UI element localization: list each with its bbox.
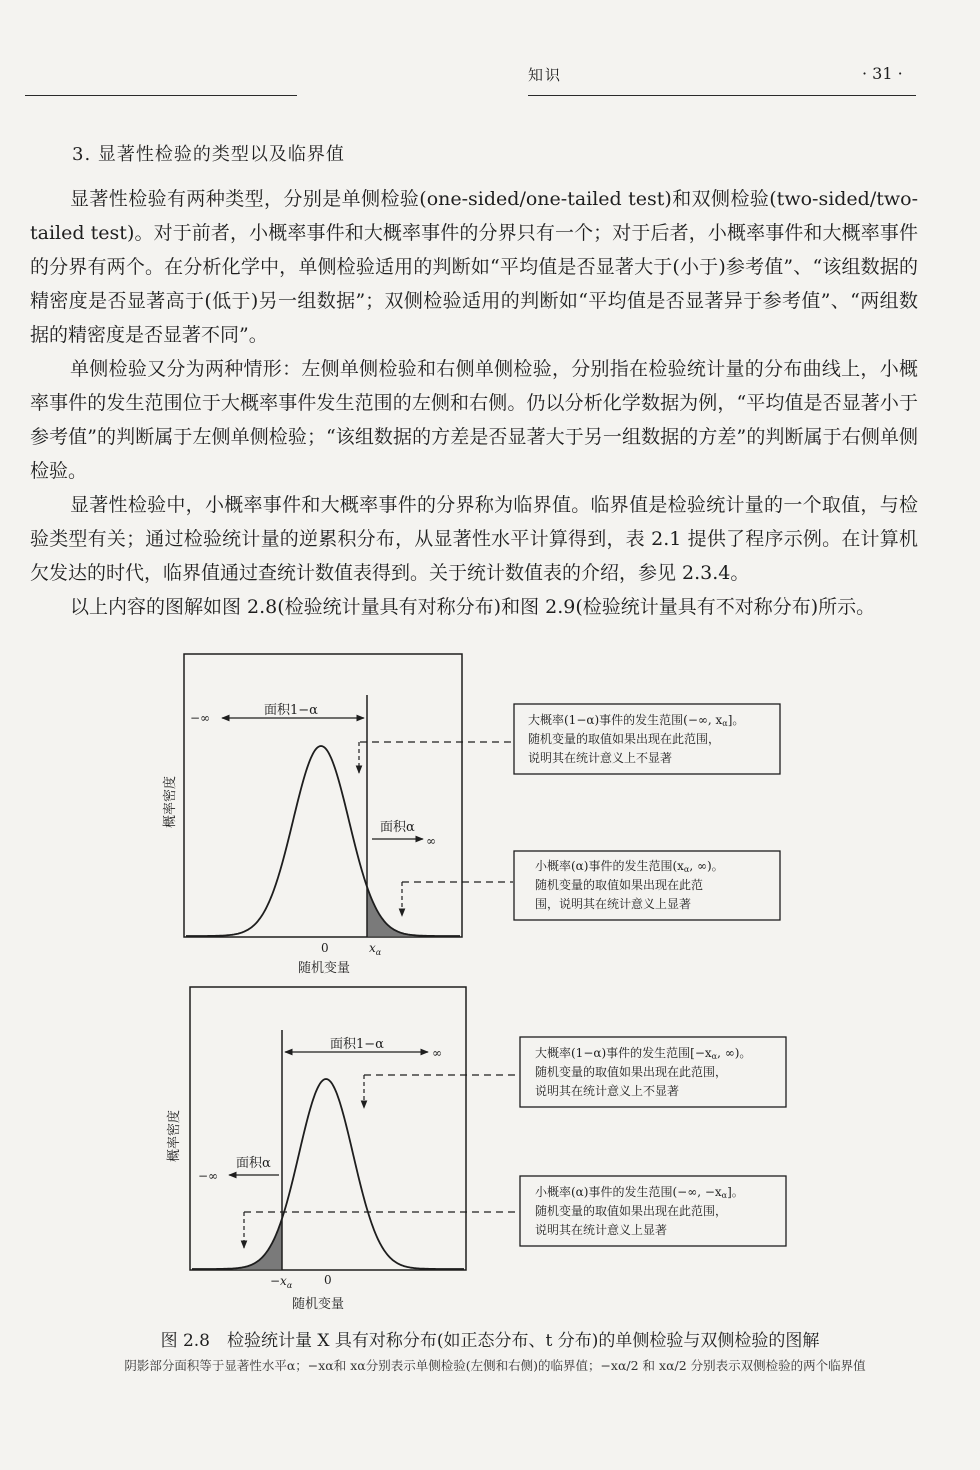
- paragraph: 显著性检验中，小概率事件和大概率事件的分界称为临界值。临界值是检验统计量的一个取值，与检验类型有关；通过检验统计量的逆累积分布，从显著性水平计算得到，表 2.1 提供了程序示例。在计算机欠发达的时代，临界值通过查统计数值表得到。关于统计数值表的介绍，参见 2.3.4。: [30, 494, 918, 584]
- paragraph: 单侧检验又分为两种情形：左侧单侧检验和右侧单侧检验，分别指在检验统计量的分布曲线上，小概率事件的发生范围位于大概率事件发生范围的左侧和右侧。仍以分析化学数据为例，“平均值是否显著小于参考值”的判断属于左侧单侧检验；“该组数据的方差是否显著大于另一组数据的方差”的判断属于右侧单侧检验。: [30, 358, 918, 482]
- bottom-large-region-text-1: 大概率(1−α)事件的发生范围[−xα, ∞)。: [535, 1046, 752, 1061]
- bottom-small-region-text-2: 随机变量的取值如果出现在此范围，: [535, 1204, 728, 1218]
- top-tick-zero: 0: [321, 941, 329, 955]
- paragraph: 显著性检验有两种类型，分别是单侧检验(one-sided/one-tailed test)和双侧检验(two-sided/two-tailed test)。对于前者，小概率事件和大概率事件的分界只有一个；对于后者，小概率事件和大概率事件的分界有两个。在分析化学中，单侧检验适用的判断如“平均值是否显著大于(小于)参考值”、“该组数据的精密度是否显著高于(低于)另一组数据”；双侧检验适用的判断如“平均值是否显著异于参考值”、“两组数据的精密度是否显著不同”。: [30, 188, 918, 346]
- top-large-region-text-1: 大概率(1−α)事件的发生范围(−∞, xα]。: [528, 713, 745, 728]
- top-small-region-text-1: 小概率(α)事件的发生范围(xα, ∞)。: [535, 859, 724, 874]
- bottom-tick-zero: 0: [324, 1273, 332, 1287]
- top-area-small-label: 面积α: [380, 820, 415, 835]
- section-title: 3. 显著性检验的类型以及临界值: [72, 144, 345, 165]
- bottom-x-axis-label: 随机变量: [292, 1297, 345, 1312]
- bottom-panel: [166, 987, 786, 1312]
- bottom-pos-inf-label: ∞: [432, 1046, 442, 1060]
- figure-caption: 图 2.8 检验统计量 X 具有对称分布(如正态分布、t 分布)的单侧检验与双侧检验的图解: [160, 1331, 820, 1351]
- top-critical-region-shade: [367, 887, 460, 936]
- bottom-plot-frame: [190, 987, 466, 1270]
- bottom-neg-inf-label: −∞: [198, 1169, 219, 1183]
- top-small-region-text-2: 随机变量的取值如果出现在此范: [535, 878, 704, 892]
- top-small-region-text-3: 围，说明其在统计意义上显著: [535, 897, 692, 911]
- bottom-small-region-text-1: 小概率(α)事件的发生范围(−∞, −xα]。: [535, 1185, 744, 1200]
- bottom-tick-critical: $-x_\alpha$: [270, 1274, 293, 1290]
- bottom-y-axis-label: 概率密度: [167, 1109, 182, 1162]
- running-header: 知识: [528, 66, 563, 84]
- top-tick-critical: $x_\alpha$: [369, 941, 382, 957]
- top-neg-inf-label: −∞: [190, 711, 211, 725]
- bottom-area-large-label: 面积1−α: [330, 1037, 384, 1052]
- bottom-large-region-text-2: 随机变量的取值如果出现在此范围，: [535, 1065, 728, 1079]
- top-large-region-text-2: 随机变量的取值如果出现在此范围，: [528, 732, 721, 746]
- paragraph: 以上内容的图解如图 2.8(检验统计量具有对称分布)和图 2.9(检验统计量具有不对称分布)所示。: [70, 596, 876, 618]
- bottom-large-region-text-3: 说明其在统计意义上不显著: [535, 1084, 680, 1098]
- top-pos-inf-label: ∞: [426, 834, 436, 848]
- page-number: · 31 ·: [862, 64, 903, 83]
- top-y-axis-label: 概率密度: [163, 775, 178, 828]
- top-density-curve: [186, 746, 460, 936]
- bottom-small-region-text-3: 说明其在统计意义上显著: [535, 1223, 668, 1237]
- top-large-region-text-3: 说明其在统计意义上不显著: [528, 751, 673, 765]
- bottom-area-small-label: 面积α: [236, 1156, 271, 1171]
- top-plot-frame: [184, 654, 462, 937]
- figure-note: 阴影部分面积等于显著性水平α；−xα和 xα分别表示单侧检验(左侧和右侧)的临界值；−xα/2 和 xα/2 分别表示双侧检验的两个临界值: [124, 1358, 866, 1373]
- top-area-large-label: 面积1−α: [264, 703, 318, 718]
- bottom-critical-region-shade: [192, 1219, 282, 1269]
- top-panel: [162, 654, 780, 976]
- top-x-axis-label: 随机变量: [298, 961, 351, 976]
- bottom-density-curve: [192, 1079, 464, 1269]
